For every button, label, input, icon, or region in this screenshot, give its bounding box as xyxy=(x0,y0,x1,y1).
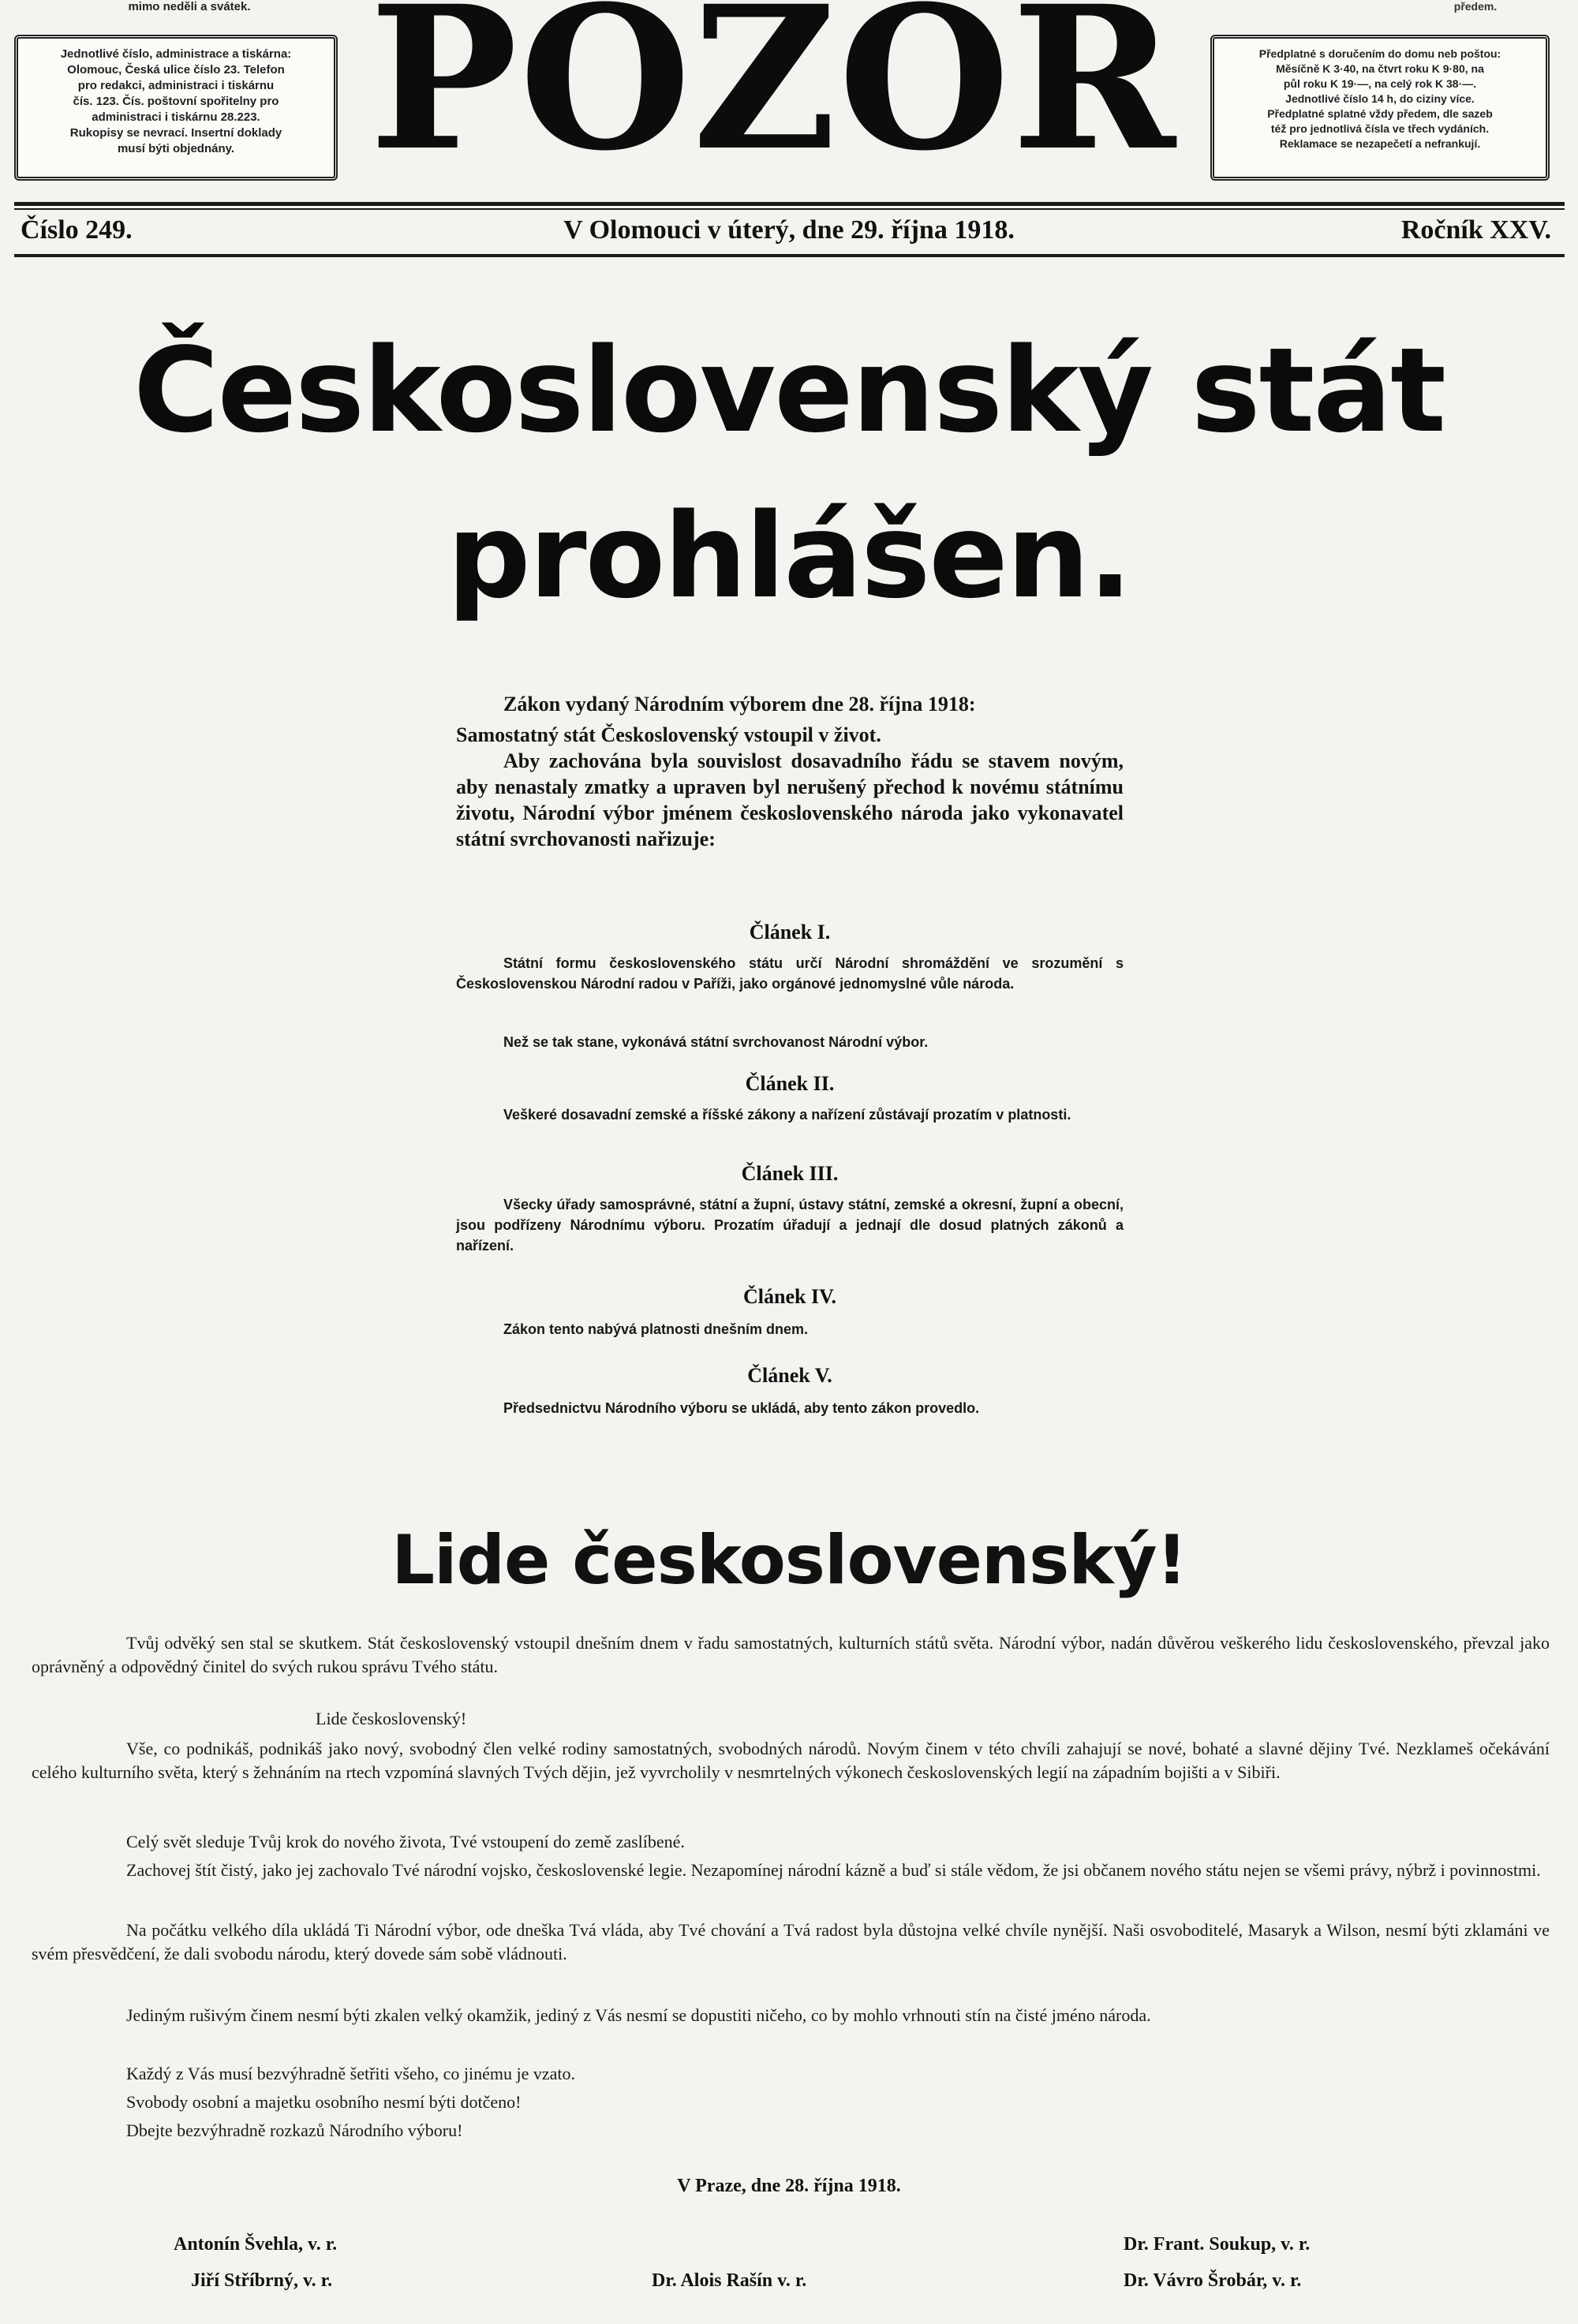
law-text xyxy=(456,691,1124,852)
info-line: Olomouc, Česká ulice číslo 23. Telefon xyxy=(67,63,285,77)
masthead-rule-top xyxy=(14,202,1565,206)
article-text: Předsednictvu Národního výboru se ukládá, aby tento zákon provedlo. xyxy=(503,1400,980,1416)
article-title: Článek III. xyxy=(741,1162,839,1185)
info-line: Jednotlivé číslo, administrace a tiskárna: xyxy=(60,47,292,61)
info-line: Jednotlivé číslo 14 h, do ciziny více. xyxy=(1285,92,1475,105)
masthead-rule-thin xyxy=(14,208,1565,210)
info-line: administraci i tiskárnu 28.223. xyxy=(92,110,260,124)
issue-date: V Olomouci v úterý, dne 29. října 1918. xyxy=(563,215,1015,245)
proclamation-paragraph: Jediným rušivým činem nesmí býti zkalen velký okamžik, jediný z Vás nesmí se dopustiti ničeho, co by mohlo vrhnouti stín na čisté jméno národa. xyxy=(126,2005,1151,2025)
law-paragraph: Aby zachována byla souvislost dosavadního řádu se stavem novým, aby nenastaly zmatky a upraven byl nerušený přechod k novému státnímu životu, Národní výbor jménem československého národa jako vykonavatel státní svrchovanosti nařizuje: xyxy=(456,749,1124,850)
law-paragraph: Samostatný stát Československý vstoupil v život. xyxy=(456,723,881,746)
headline-line-1: Československý stát xyxy=(133,323,1445,458)
issue-number: Číslo 249. xyxy=(21,215,133,245)
article-text: Zákon tento nabývá platnosti dnešním dnem. xyxy=(503,1321,809,1337)
info-line: musí býti objednány. xyxy=(117,142,235,155)
proclamation-paragraph: Zachovej štít čistý, jako jej zachovalo Tvé národní vojsko, československé legie. Nezapomínej národní kázně a buď si stále vědom, že jsi občanem nového státu nejen se všemi právy, nýbrž i povinnostmi. xyxy=(126,1860,1541,1880)
masthead-info-box-left xyxy=(14,35,338,181)
proclamation-paragraph: Na počátku velkého díla ukládá Ti Národní výbor, ode dneška Tvá vláda, aby Tvé chování a Tvá radost byla důstojna velké chvíle nynější. Naši osvoboditelé, Masaryk a Wilson, nesmí býti zklamáni ve svém přesvědčení, že dali svobodu národu, který dovede sám sobě vládnouti. xyxy=(32,1920,1550,1963)
article-title: Článek II. xyxy=(745,1072,835,1095)
info-line: též pro jednotlivá čísla ve třech vydáních. xyxy=(1270,122,1490,135)
signature: Dr. Frant. Soukup, v. r. xyxy=(1124,2234,1311,2255)
article-text: Státní formu československého státu určí Národní shromáždění ve srozumění s Československou Národní radou v Paříži, jako orgánové jednomyslné vůle národa. xyxy=(456,955,1124,992)
info-line: Rukopisy se nevrací. Insertní doklady xyxy=(69,126,282,140)
proclamation-paragraph: Každý z Vás musí bezvýhradně šetřiti všeho, co jinému je vzato. xyxy=(126,2064,575,2083)
proclamation-paragraph: Dbejte bezvýhradně rozkazů Národního výboru! xyxy=(126,2120,463,2140)
masthead-note-left: mimo neděli a svátek. xyxy=(128,0,251,13)
newspaper-title: POZOR xyxy=(369,0,1177,192)
article-text: Veškeré dosavadní zemské a říšské zákony a nařízení zůstávají prozatím v platnosti. xyxy=(503,1107,1071,1123)
info-line: Předplatné s doručením do domu neb poštou: xyxy=(1258,47,1501,60)
info-line: půl roku K 19·—, na celý rok K 38·—. xyxy=(1283,77,1477,90)
info-line: čís. 123. Čís. poštovní spořitelny pro xyxy=(73,95,279,108)
article-title: Článek I. xyxy=(749,921,831,943)
info-line: Reklamace se nezapečetí a nefrankují. xyxy=(1279,137,1481,150)
proclamation-paragraph: Tvůj odvěký sen stal se skutkem. Stát československý vstoupil dnešním dnem v řadu samostatných, kulturních států světa. Národní výbor, nadán důvěrou veškerého lidu československého, převzal jako oprávněný a odpovědný činitel do svých rukou správu Tvého státu. xyxy=(32,1633,1550,1676)
info-line: Měsíčně K 3·40, na čtvrt roku K 9·80, na xyxy=(1276,62,1484,75)
proclamation-paragraph: Lide československý! xyxy=(316,1709,467,1728)
signature: Dr. Alois Rašín v. r. xyxy=(652,2270,807,2291)
proclamation-paragraph: Svobody osobní a majetku osobního nesmí býti dotčeno! xyxy=(126,2092,522,2112)
signature: Antonín Švehla, v. r. xyxy=(174,2234,338,2255)
law-intro: Zákon vydaný Národním výborem dne 28. října 1918: xyxy=(503,693,976,716)
issue-rule-bottom xyxy=(14,254,1565,257)
article-title: Článek V. xyxy=(747,1364,832,1387)
place-and-date: V Praze, dne 28. října 1918. xyxy=(677,2176,901,2196)
info-line: Předplatné splatné vždy předem, dle sazeb xyxy=(1267,107,1493,120)
info-line: pro redakci, administraci i tiskárnu xyxy=(77,79,275,92)
proclamation-paragraph: Celý svět sleduje Tvůj krok do nového života, Tvé vstoupení do země zaslíbené. xyxy=(126,1832,685,1851)
signature: Dr. Vávro Šrobár, v. r. xyxy=(1124,2270,1302,2291)
article-title: Článek IV. xyxy=(742,1285,836,1308)
headline-line-2: prohlášen. xyxy=(447,488,1131,624)
article-text: Než se tak stane, vykonává státní svrchovanost Národní výbor. xyxy=(503,1034,929,1050)
issue-volume: Ročník XXV. xyxy=(1400,215,1551,245)
article-text: Všecky úřady samosprávné, státní a župní, ústavy státní, zemské a okresní, župní a obecní, jsou podřízeny Národnímu výboru. Prozatím úřadují a jednají dle dosud platných zákonů a nařízení. xyxy=(456,1197,1124,1254)
proclamation-paragraph: Vše, co podnikáš, podnikáš jako nový, svobodný člen velké rodiny samostatných, svobodných národů. Novým činem v této chvíli zahajují se nové, bohaté a slavné dějiny Tvé. Nezklameš očekávání celého kulturního světa, který s žehnáním na rtech vzpomíná slavných Tvých dějin, jež vyvrcholily v nesmrtelných výkonech československých legií na západním bojišti a v Sibiři. xyxy=(32,1739,1550,1782)
masthead-note-right: předem. xyxy=(1453,0,1498,13)
proclamation-title: Lide československý! xyxy=(391,1521,1187,1600)
masthead-info-box-right xyxy=(1210,35,1550,181)
signature: Jiří Stříbrný, v. r. xyxy=(191,2270,333,2291)
